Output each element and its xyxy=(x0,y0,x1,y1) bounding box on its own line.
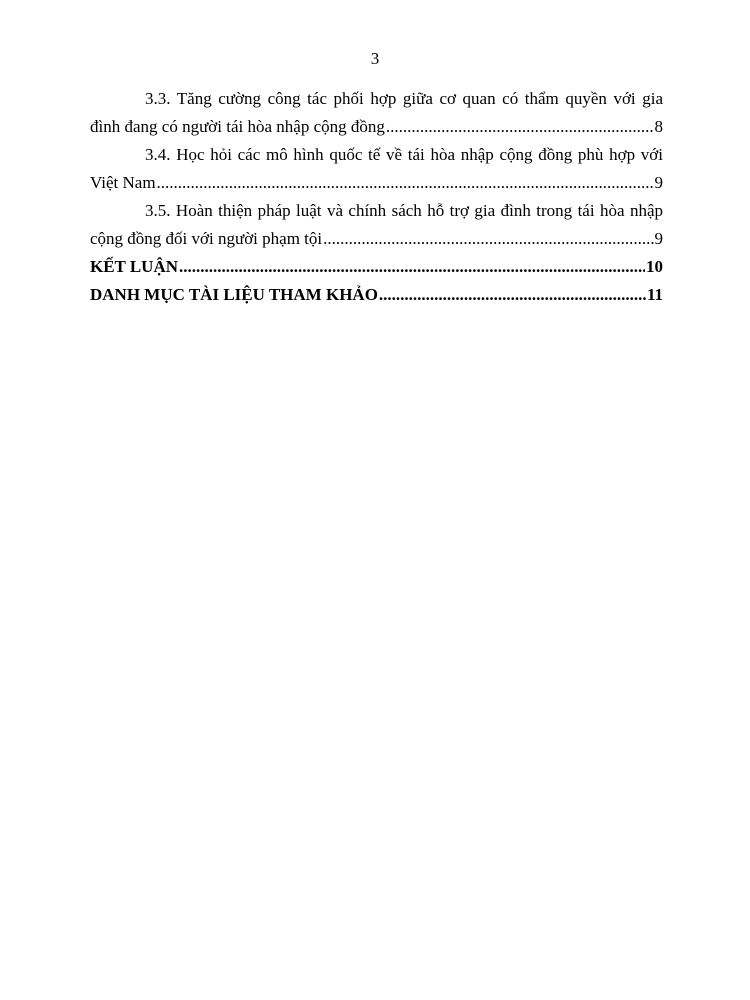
toc-entry-3-5-line2 xyxy=(90,225,663,253)
toc-entry-3-4-line2 xyxy=(90,169,663,197)
toc-entry-3-3[interactable] xyxy=(90,85,663,141)
toc-entry-3-4-page: 9 xyxy=(654,173,663,192)
toc-entry-conclusion[interactable] xyxy=(90,253,663,281)
toc-references-label: DANH MỤC TÀI LIỆU THAM KHẢO xyxy=(90,285,378,304)
toc-references-page: 11 xyxy=(646,285,663,304)
toc-entry-3-3-line2 xyxy=(90,113,663,141)
toc-entry-3-5-line1: 3.5. Hoàn thiện pháp luật và chính sách hỗ trợ gia đình trong tái hòa nhập xyxy=(145,201,663,220)
toc-conclusion-page: 10 xyxy=(646,257,663,276)
toc-entry-3-4-line1: 3.4. Học hỏi các mô hình quốc tế về tái hòa nhập cộng đồng phù hợp với xyxy=(145,145,663,164)
toc-entry-3-3-page: 8 xyxy=(654,117,663,136)
toc-entry-3-5-text: cộng đồng đối với người phạm tội xyxy=(90,229,323,248)
dot-leader xyxy=(157,169,654,197)
toc-entry-3-4[interactable] xyxy=(90,141,663,197)
table-of-contents xyxy=(90,85,663,309)
toc-entry-3-3-line1: 3.3. Tăng cường công tác phối hợp giữa cơ quan có thẩm quyền với gia xyxy=(145,89,663,108)
dot-leader xyxy=(179,253,645,281)
dot-leader xyxy=(323,225,653,253)
dot-leader xyxy=(386,113,654,141)
toc-entry-3-4-text: Việt Nam xyxy=(90,173,156,192)
toc-entry-3-5[interactable] xyxy=(90,197,663,253)
page-number: 3 xyxy=(370,49,380,68)
toc-entry-3-5-page: 9 xyxy=(654,229,663,248)
toc-conclusion-label: KẾT LUẬN xyxy=(90,257,179,276)
toc-entry-3-3-text: đình đang có người tái hòa nhập cộng đồng xyxy=(90,117,385,136)
toc-entry-references[interactable] xyxy=(90,281,663,309)
dot-leader xyxy=(379,281,646,309)
